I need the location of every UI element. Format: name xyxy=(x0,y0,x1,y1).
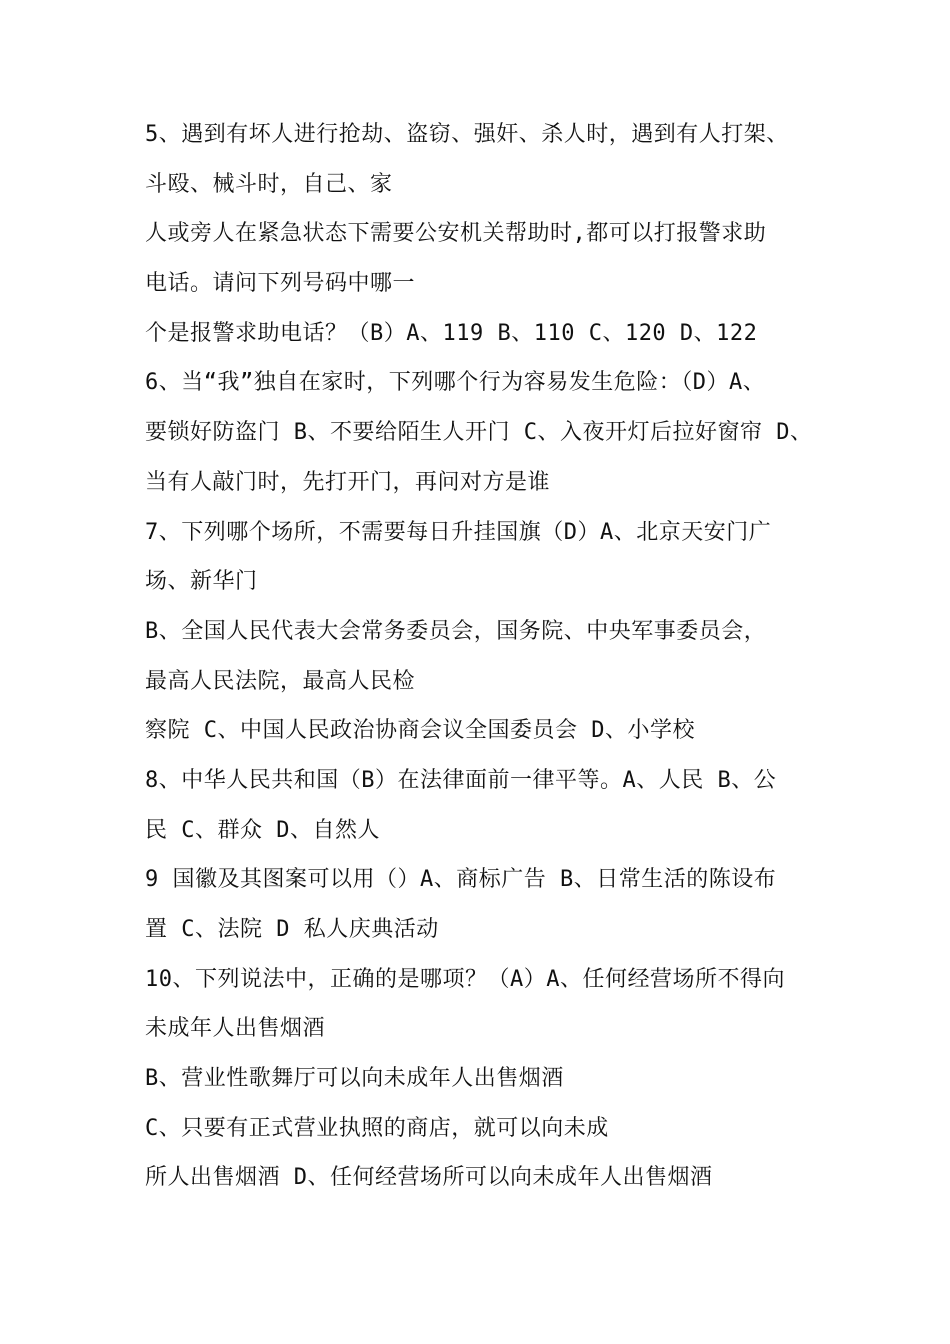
text-line: 要锁好防盗门 B、不要给陌生人开门 C、入夜开灯后拉好窗帘 D、 xyxy=(145,420,813,446)
text-line: 察院 C、中国人民政治协商会议全国委员会 D、小学校 xyxy=(145,718,695,744)
text-line: 所人出售烟酒 D、任何经营场所可以向未成年人出售烟酒 xyxy=(145,1165,713,1191)
text-line: 民 C、群众 D、自然人 xyxy=(145,817,380,843)
text-line: B、全国人民代表大会常务委员会，国务院、中央军事委员会， xyxy=(145,618,767,644)
text-line: B、营业性歌舞厅可以向未成年人出售烟酒 xyxy=(145,1066,564,1092)
text-line: 个是报警求助电话？（B）A、119 B、110 C、120 D、122 xyxy=(145,320,758,346)
text-line: 人或旁人在紧急状态下需要公安机关帮助时,都可以打报警求助 xyxy=(145,221,767,247)
text-line: 10、下列说法中，正确的是哪项？（A）A、任何经营场所不得向 xyxy=(145,966,785,992)
text-line: C、只要有正式营业执照的商店，就可以向未成 xyxy=(145,1115,609,1141)
text-line: 5、遇到有坏人进行抢劫、盗窃、强奸、杀人时，遇到有人打架、 xyxy=(145,122,789,147)
text-line: 电话。请问下列号码中哪一 xyxy=(145,271,416,297)
text-line: 置 C、法院 D 私人庆典活动 xyxy=(145,917,439,942)
text-line: 8、中华人民共和国（B）在法律面前一律平等。A、人民 B、公 xyxy=(145,767,777,793)
text-line: 未成年人出售烟酒 xyxy=(145,1016,326,1042)
document-body xyxy=(145,110,825,1203)
text-line: 最高人民法院，最高人民检 xyxy=(145,668,416,694)
text-line: 场、新华门 xyxy=(145,569,258,595)
text-line: 6、当“我”独自在家时，下列哪个行为容易发生危险：（D）A、 xyxy=(145,370,766,396)
text-line: 当有人敲门时，先打开门，再问对方是谁 xyxy=(145,469,551,495)
text-line: 7、下列哪个场所，不需要每日升挂国旗（D）A、北京天安门广 xyxy=(145,519,772,545)
text-line: 9 国徽及其图案可以用（）A、商标广告 B、日常生活的陈设布 xyxy=(145,867,777,893)
text-line: 斗殴、械斗时，自己、家 xyxy=(145,171,393,197)
